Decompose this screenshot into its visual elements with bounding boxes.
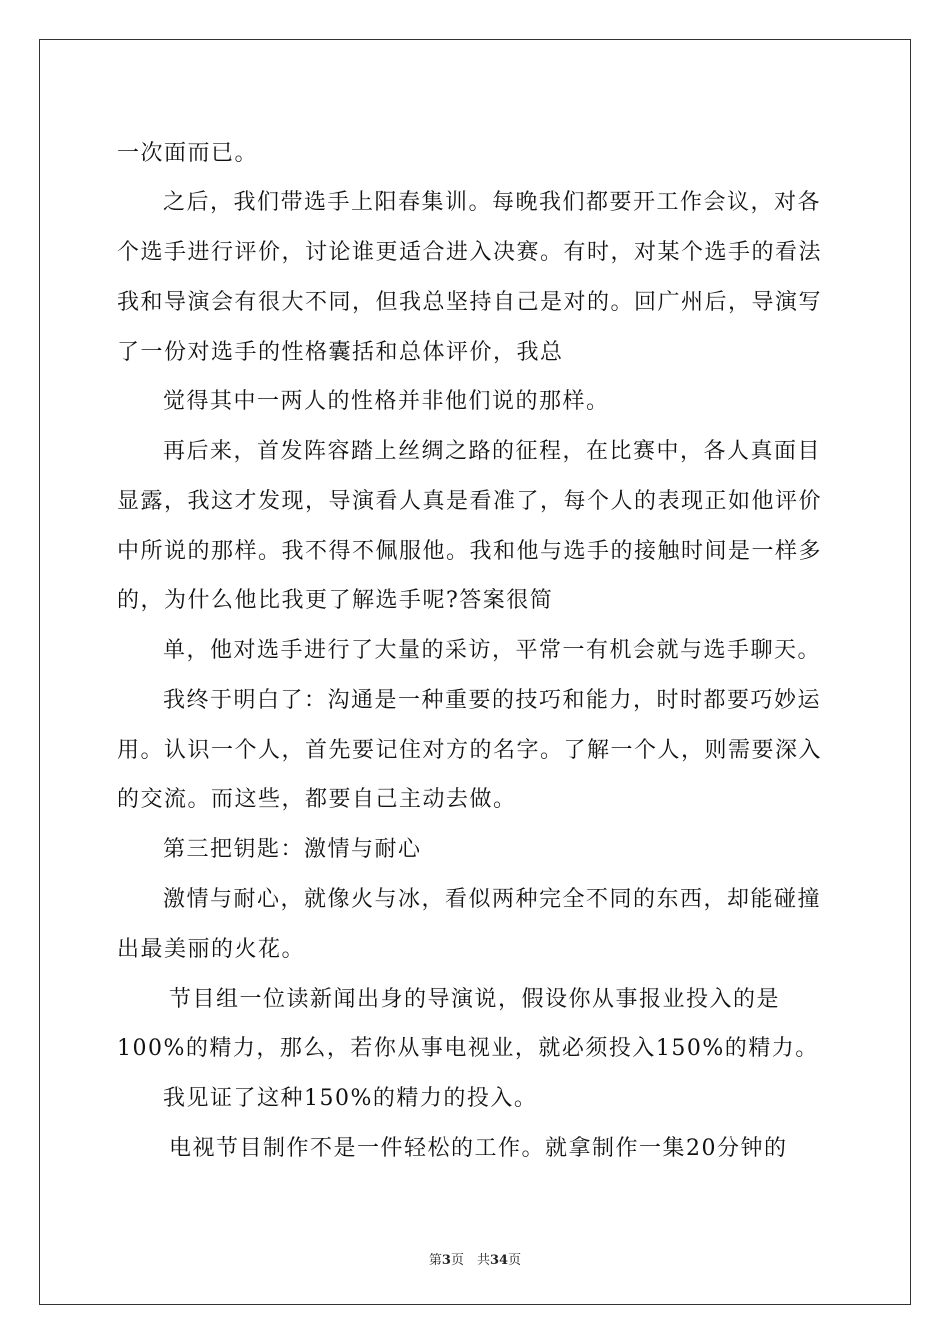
footer-mid: 页 共 [450, 1253, 490, 1268]
text-line: 我终于明白了：沟通是一种重要的技巧和能力，时时都要巧妙运 [163, 688, 822, 713]
text-line: 的交流。而这些，都要自己主动去做。 [117, 787, 517, 812]
section-heading: 第三把钥匙：激情与耐心 [163, 837, 422, 862]
text-line: 显露，我这才发现，导演看人真是看准了，每个人的表现正如他评价 [117, 489, 823, 514]
footer-prefix: 第 [428, 1253, 442, 1268]
text-line: 一次面而已。 [117, 141, 259, 166]
text-line: 电视节目制作不是一件轻松的工作。就拿制作一集20分钟的 [169, 1136, 788, 1161]
text-line: 100%的精力，那么，若你从事电视业，就必须投入150%的精力。 [117, 1036, 819, 1061]
page-footer [0, 1249, 950, 1268]
text-line: 个选手进行评价，讨论谁更适合进入决赛。有时，对某个选手的看法 [117, 240, 823, 265]
current-page-number: 3 [441, 1253, 451, 1268]
text-line: 再后来，首发阵容踏上丝绸之路的征程，在比赛中，各人真面目 [163, 439, 822, 464]
text-line: 用。认识一个人，首先要记住对方的名字。了解一个人，则需要深入 [117, 738, 823, 763]
text-line: 的，为什么他比我更了解选手呢?答案很简 [117, 588, 554, 613]
text-line: 中所说的那样。我不得不佩服他。我和他与选手的接触时间是一样多 [117, 539, 823, 564]
text-line: 之后，我们带选手上阳春集训。每晚我们都要开工作会议，对各 [163, 190, 822, 215]
text-line: 出最美丽的火花。 [117, 937, 306, 962]
text-line: 我和导演会有很大不同，但我总坚持自己是对的。回广州后，导演写 [117, 290, 823, 315]
text-line: 单，他对选手进行了大量的采访，平常一有机会就与选手聊天。 [163, 638, 822, 663]
footer-suffix: 页 [508, 1253, 522, 1268]
text-line: 觉得其中一两人的性格并非他们说的那样。 [163, 389, 610, 414]
total-page-count: 34 [489, 1253, 509, 1268]
text-line: 节目组一位读新闻出身的导演说，假设你从事报业投入的是 [169, 987, 781, 1012]
text-line: 激情与耐心，就像火与冰，看似两种完全不同的东西，却能碰撞 [163, 887, 822, 912]
text-line: 了一份对选手的性格囊括和总体评价，我总 [117, 340, 564, 365]
text-line: 我见证了这种150%的精力的投入。 [163, 1086, 538, 1111]
page-border [39, 39, 911, 1305]
